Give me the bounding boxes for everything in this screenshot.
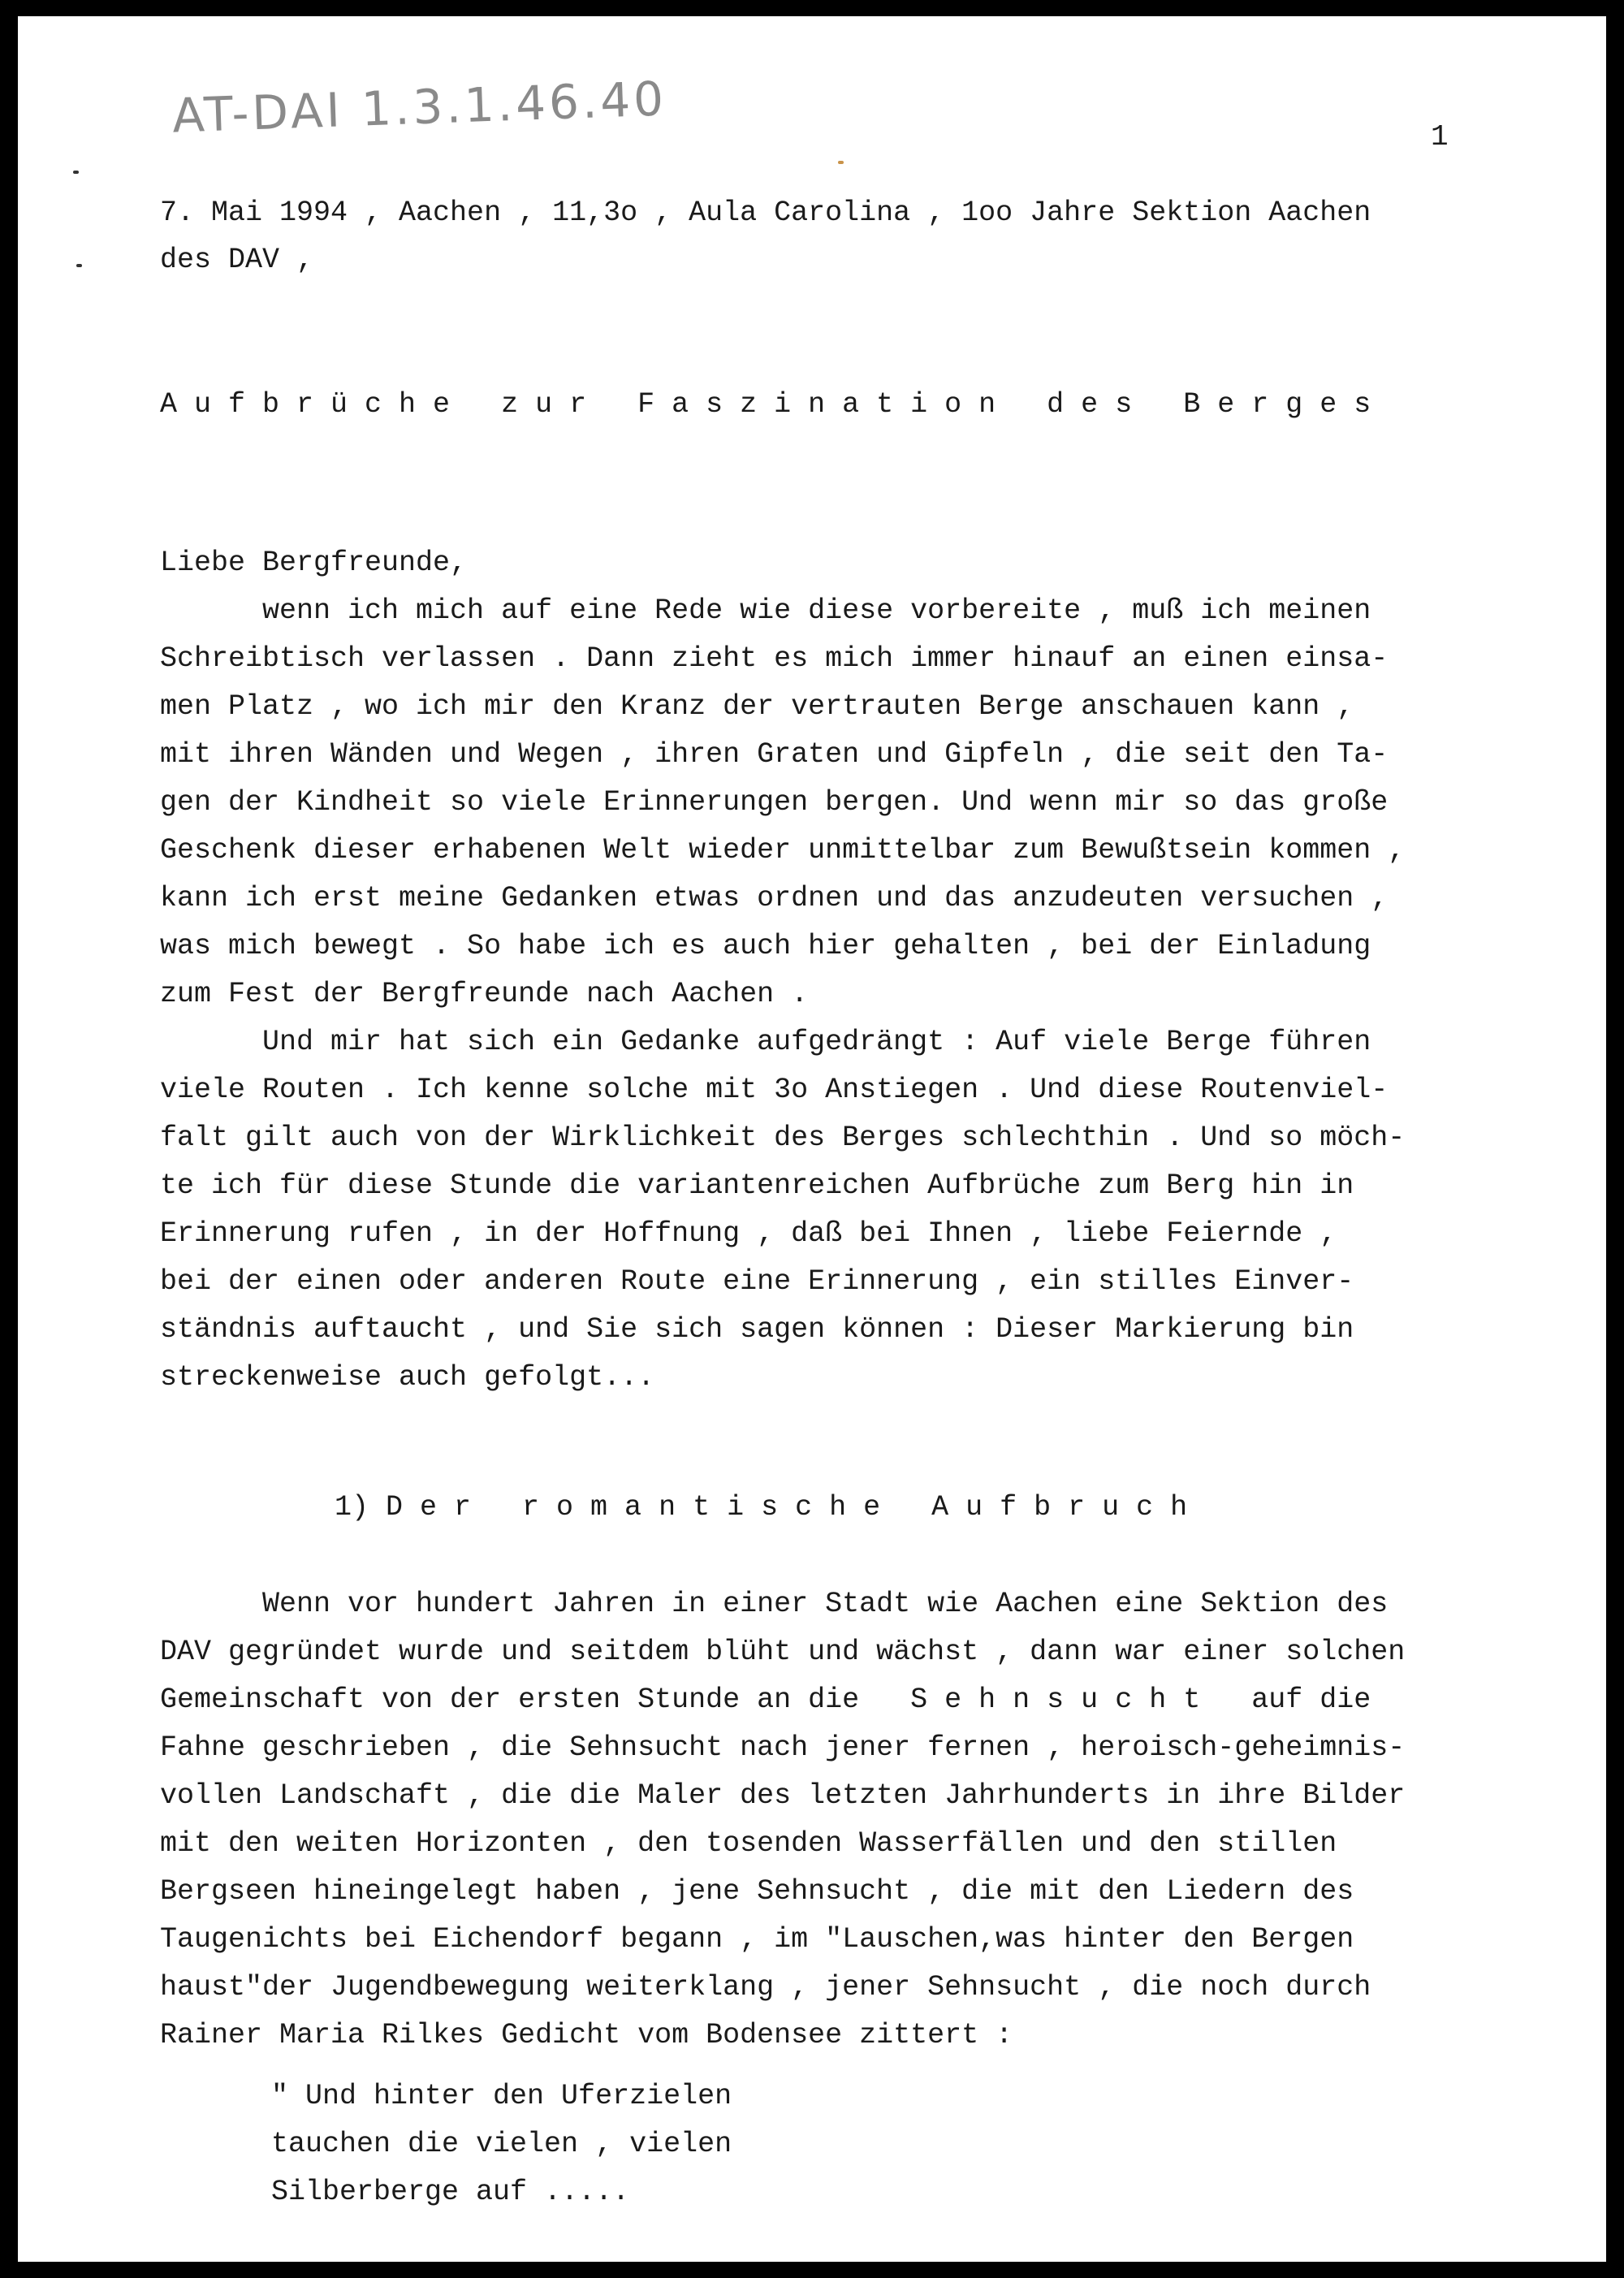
intro-line: bei der einen oder anderen Route eine Erinnerung , ein stilles Einver- — [160, 1265, 1354, 1298]
archive-reference: AT-DAI 1.3.1.46.40 — [171, 71, 668, 144]
header-line-1: 7. Mai 1994 , Aachen , 11,3o , Aula Carolina , 1oo Jahre Sektion Aachen — [160, 197, 1371, 229]
intro-line: wenn ich mich auf eine Rede wie diese vorbereite , muß ich meinen — [160, 594, 1371, 627]
intro-line: gen der Kindheit so viele Erinnerungen bergen. Und wenn mir so das große — [160, 786, 1389, 819]
section-line: haust"der Jugendbewegung weiterklang , jener Sehnsucht , die noch durch — [160, 1971, 1371, 2004]
section-line: vollen Landschaft , die die Maler des letzten Jahrhunderts in ihre Bilder — [160, 1779, 1406, 1812]
quote-line: " Und hinter den Uferzielen — [271, 2080, 732, 2112]
header-line-2: des DAV , — [160, 244, 314, 276]
intro-line: men Platz , wo ich mir den Kranz der vertrauten Berge anschauen kann , — [160, 690, 1354, 723]
page-number: 1 — [1431, 120, 1449, 153]
document-page — [18, 16, 1606, 2262]
paper-speck — [838, 161, 844, 164]
intro-line: was mich bewegt . So habe ich es auch hier gehalten , bei der Einladung — [160, 930, 1371, 962]
intro-line: Erinnerung rufen , in der Hoffnung , daß bei Ihnen , liebe Feiernde , — [160, 1217, 1337, 1250]
quote-line: tauchen die vielen , vielen — [271, 2128, 732, 2160]
intro-line: zum Fest der Bergfreunde nach Aachen . — [160, 978, 809, 1010]
quote-line: Silberberge auf ..... — [271, 2176, 630, 2208]
intro-line: Und mir hat sich ein Gedanke aufgedrängt : Auf viele Berge führen — [160, 1026, 1371, 1058]
section-line: DAV gegründet wurde und seitdem blüht und wächst , dann war einer solchen — [160, 1636, 1406, 1668]
section-line: Rainer Maria Rilkes Gedicht vom Bodensee zittert : — [160, 2019, 1013, 2051]
section-line: Wenn vor hundert Jahren in einer Stadt wie Aachen eine Sektion des — [160, 1588, 1389, 1620]
section-line: Gemeinschaft von der ersten Stunde an die S e h n s u c h t auf die — [160, 1684, 1371, 1716]
intro-line: Schreibtisch verlassen . Dann zieht es mich immer hinauf an einen einsa- — [160, 642, 1389, 675]
section-line: Bergseen hineingelegt haben , jene Sehnsucht , die mit den Liedern des — [160, 1875, 1354, 1908]
intro-line: streckenweise auch gefolgt... — [160, 1361, 655, 1394]
intro-line: viele Routen . Ich kenne solche mit 3o Anstiegen . Und diese Routenviel- — [160, 1074, 1389, 1106]
intro-line: Geschenk dieser erhabenen Welt wieder unmittelbar zum Bewußtsein kommen , — [160, 834, 1406, 867]
speech-title: A u f b r ü c h e z u r F a s z i n a t i o n d e s B e r g e s — [160, 388, 1371, 421]
section-heading: 1) D e r r o m a n t i s c h e A u f b r u c h — [335, 1491, 1188, 1524]
margin-mark — [76, 264, 82, 267]
intro-line: te ich für diese Stunde die variantenreichen Aufbrüche zum Berg hin in — [160, 1169, 1354, 1202]
section-line: Taugenichts bei Eichendorf begann , im "Lauschen,was hinter den Bergen — [160, 1923, 1354, 1956]
margin-mark — [73, 171, 79, 174]
intro-line: kann ich erst meine Gedanken etwas ordnen und das anzudeuten versuchen , — [160, 882, 1389, 914]
intro-line: ständnis auftaucht , und Sie sich sagen können : Dieser Markierung bin — [160, 1313, 1354, 1346]
salutation: Liebe Bergfreunde, — [160, 547, 468, 579]
intro-line: mit ihren Wänden und Wegen , ihren Graten und Gipfeln , die seit den Ta- — [160, 738, 1389, 771]
section-line: mit den weiten Horizonten , den tosenden Wasserfällen und den stillen — [160, 1827, 1337, 1860]
section-line: Fahne geschrieben , die Sehnsucht nach jener fernen , heroisch-geheimnis- — [160, 1731, 1406, 1764]
intro-line: falt gilt auch von der Wirklichkeit des Berges schlechthin . Und so möch- — [160, 1122, 1406, 1154]
